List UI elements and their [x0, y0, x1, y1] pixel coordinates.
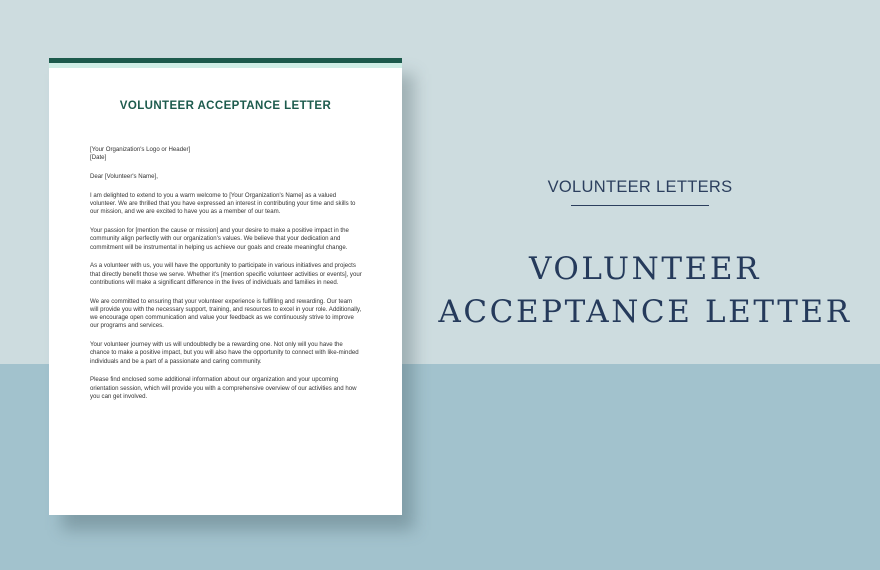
paragraph-enclosed: Please find enclosed some additional information about our organization and your upcoming orientation session, which will provide you with a comprehensive overview of our activities and how you can get involved.	[90, 376, 357, 400]
paragraph-passion: Your passion for [mention the cause or mission] and your desire to make a positive impact in the community align perfectly with our organization's values. We believe that your dedication and commitment will be instrumental in helping us achieve our goals and create meaningful change.	[90, 226, 349, 251]
organization-header-line: [Your Organization's Logo or Header]	[90, 146, 191, 153]
letter-body	[90, 146, 362, 412]
document-top-accent	[49, 63, 402, 68]
letter-document	[49, 58, 402, 515]
paragraph-welcome: I am delighted to extend to you a warm welcome to [Your Organization's Name] as a valued volunteer. We are thrilled that you have expressed an interest in contributing your time and skills to our mission, and we are excited to have you as a member of our team.	[90, 191, 356, 216]
date-line: [Date]	[90, 154, 107, 162]
letter-header	[90, 146, 362, 163]
salutation: Dear [Volunteer's Name],	[90, 172, 158, 180]
category-underline	[571, 205, 709, 206]
document-title: VOLUNTEER ACCEPTANCE LETTER	[119, 100, 332, 112]
paragraph-journey: Your volunteer journey with us will undoubtedly be a rewarding one. Not only will you have the chance to make a positive impact, but you will also have the opportunity to connect with like-minded individuals and be a part of a passionate and caring community.	[90, 341, 359, 365]
category-label: VOLUNTEER LETTERS	[547, 178, 733, 196]
banner-title-line2: ACCEPTANCE LETTER	[438, 294, 852, 330]
paragraph-opportunity: As a volunteer with us, you will have the opportunity to participate in various initiatives and projects that directly benefit those we serve. Whether it's [mention specific volunteer activities or events], your contributions will make a significant difference in the lives of individuals and families in need.	[90, 262, 362, 286]
banner-title	[430, 248, 860, 334]
paragraph-commitment: We are committed to ensuring that your volunteer experience is fulfilling and rewarding. Our team will provide you with the necessary support, training, and resources to excel in your role. Additionally, we encourage open communication and value your feedback as we continuously strive to improve our programs and services.	[90, 297, 362, 330]
banner-title-line1: VOLUNTEER	[528, 251, 762, 287]
